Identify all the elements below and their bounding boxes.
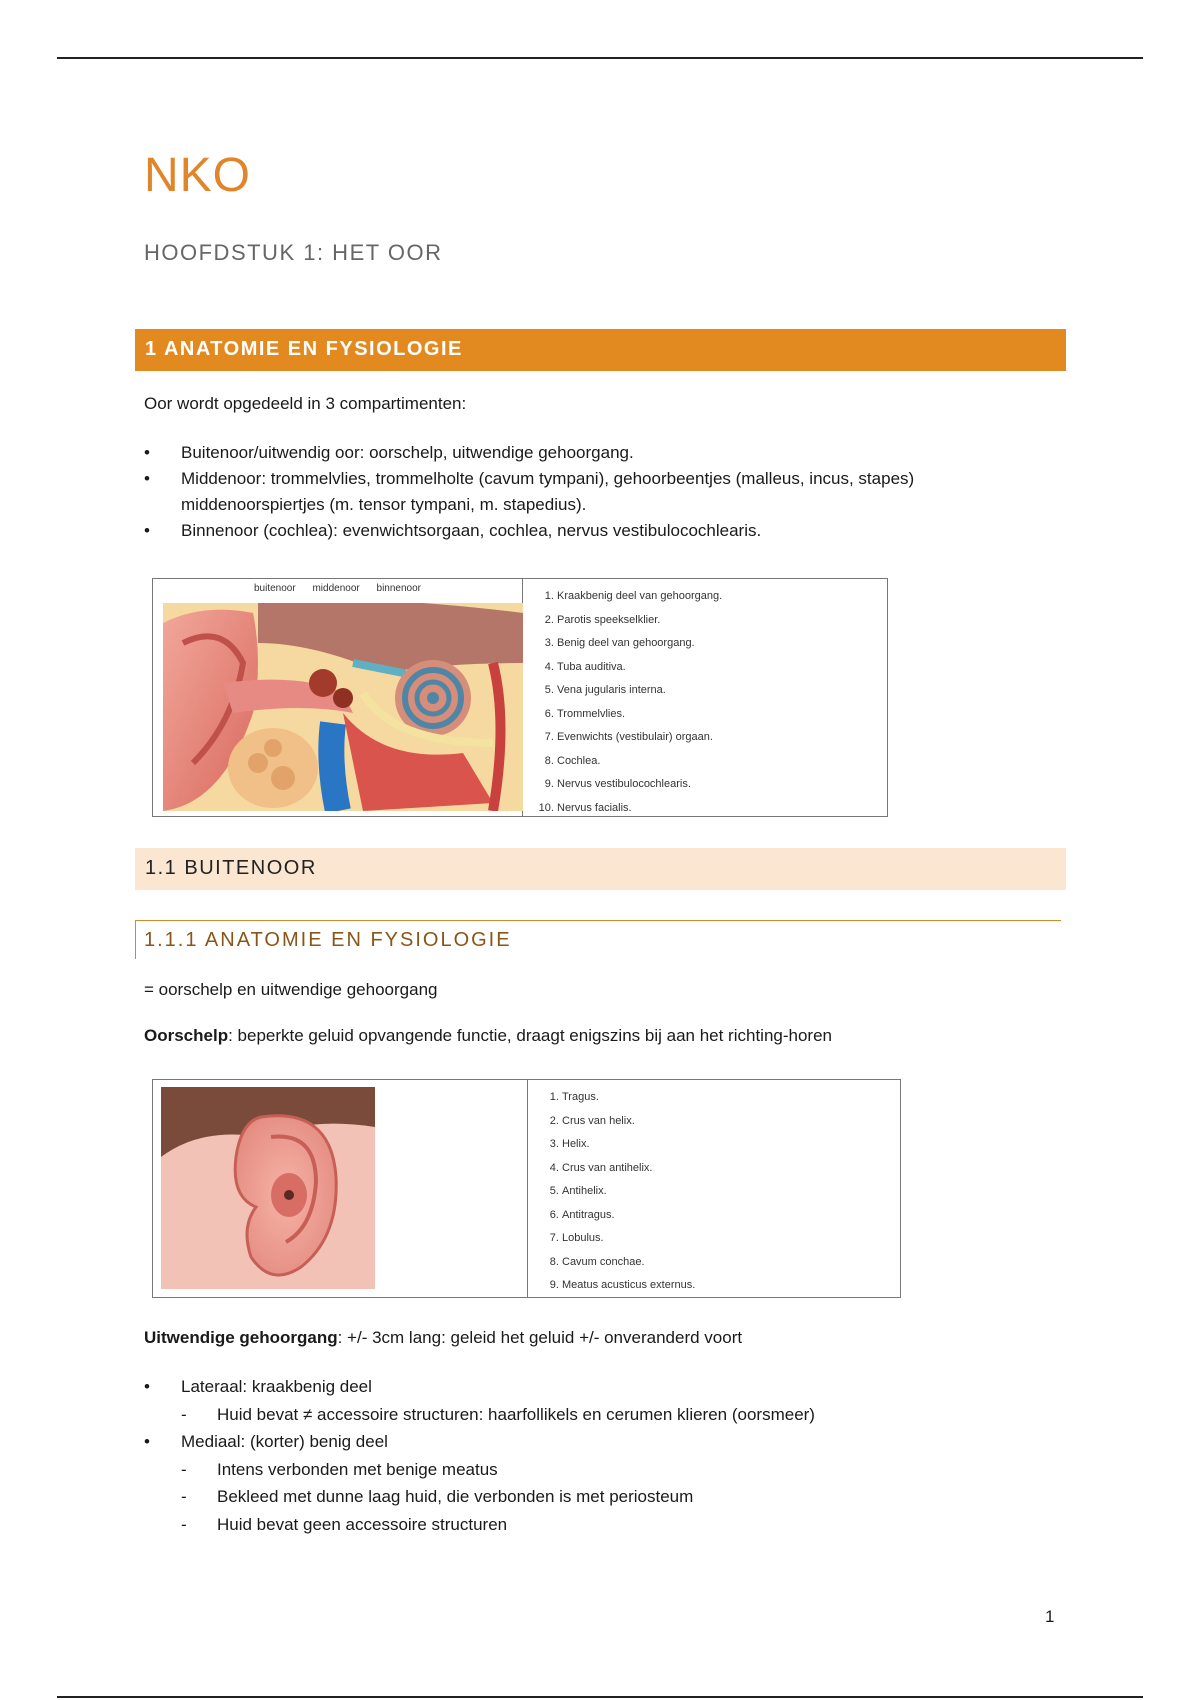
section-heading-1-text: 1 ANATOMIE EN FYSIOLOGIE bbox=[145, 338, 463, 360]
legend-item: 6. Trommelvlies. bbox=[557, 703, 883, 727]
ear-anatomy-image bbox=[153, 579, 523, 816]
sub-list-item: - Intens verbonden met benige meatus bbox=[144, 1456, 1094, 1484]
ear-cross-section-illustration bbox=[163, 603, 523, 811]
page-number: 1 bbox=[1045, 1607, 1055, 1626]
oorschelp-term: Oorschelp bbox=[144, 1026, 229, 1045]
section-heading-1 bbox=[135, 329, 1066, 371]
legend-item: 3. Benig deel van gehoorgang. bbox=[557, 632, 883, 656]
gehoorgang-list bbox=[144, 1373, 1094, 1538]
legend-item: 1. Kraakbenig deel van gehoorgang. bbox=[557, 585, 883, 609]
list-item: • Middenoor: trommelvlies, trommelholte (cavum tympani), gehoorbeentjes (malleus, incus, stapes) middenoorspiertjes (m. tensor tympani, m. stapedius). bbox=[144, 466, 1044, 518]
legend-item: 8. Cavum conchae. bbox=[562, 1251, 898, 1275]
gehoorgang-term: Uitwendige gehoorgang bbox=[144, 1328, 338, 1347]
gehoorgang-text: : +/- 3cm lang: geleid het geluid +/- onveranderd voort bbox=[337, 1328, 743, 1347]
legend-item: 8. Cochlea. bbox=[557, 750, 883, 774]
legend-item: 5. Antihelix. bbox=[562, 1180, 898, 1204]
definition-paragraph: = oorschelp en uitwendige gehoorgang bbox=[144, 980, 438, 999]
legend-item: 10. Nervus facialis. bbox=[557, 797, 883, 821]
legend-item: 6. Antitragus. bbox=[562, 1204, 898, 1228]
oorschelp-paragraph bbox=[144, 1026, 832, 1046]
ear-anatomy-figure bbox=[152, 578, 888, 817]
legend-item: 5. Vena jugularis interna. bbox=[557, 679, 883, 703]
section-heading-1-1-text: 1.1 BUITENOOR bbox=[145, 857, 317, 879]
list-item: • Binnenoor (cochlea): evenwichtsorgaan, cochlea, nervus vestibulocochlearis. bbox=[144, 518, 1044, 544]
figure-label-middenoor: middenoor bbox=[312, 583, 360, 594]
figure-label-binnenoor: binnenoor bbox=[376, 583, 421, 594]
footer-rule bbox=[57, 1696, 1143, 1698]
legend-item: 4. Tuba auditiva. bbox=[557, 656, 883, 680]
outer-ear-legend bbox=[528, 1080, 898, 1297]
legend-item: 2. Parotis speekselklier. bbox=[557, 609, 883, 633]
outer-ear-illustration bbox=[161, 1087, 375, 1289]
section-heading-1-1 bbox=[135, 848, 1066, 890]
list-item: • Buitenoor/uitwendig oor: oorschelp, uitwendige gehoorgang. bbox=[144, 440, 1044, 466]
compartments-list bbox=[144, 440, 1044, 544]
sub-list-item: - Huid bevat ≠ accessoire structuren: haarfollikels en cerumen klieren (oorsmeer) bbox=[144, 1401, 1094, 1429]
document-title: NKO bbox=[144, 149, 252, 202]
sub-list-item: - Huid bevat geen accessoire structuren bbox=[144, 1511, 1094, 1539]
outer-ear-image bbox=[153, 1080, 528, 1297]
figure-label-buitenoor: buitenoor bbox=[253, 583, 296, 594]
legend-item: 9. Nervus vestibulocochlearis. bbox=[557, 773, 883, 797]
chapter-subtitle: HOOFDSTUK 1: HET OOR bbox=[144, 240, 443, 265]
legend-item: 3. Helix. bbox=[562, 1133, 898, 1157]
legend-item: 1. Tragus. bbox=[562, 1086, 898, 1110]
outer-ear-figure bbox=[152, 1079, 901, 1298]
oorschelp-text: : beperkte geluid opvangende functie, draagt enigszins bij aan het richting-horen bbox=[228, 1026, 833, 1045]
subsection-heading-1-1-1 bbox=[135, 920, 1061, 959]
gehoorgang-paragraph bbox=[144, 1328, 742, 1348]
legend-item: 2. Crus van helix. bbox=[562, 1110, 898, 1134]
header-rule bbox=[57, 57, 1143, 59]
legend-item: 4. Crus van antihelix. bbox=[562, 1157, 898, 1181]
sub-list-item: - Bekleed met dunne laag huid, die verbonden is met periosteum bbox=[144, 1483, 1094, 1511]
legend-item: 7. Evenwichts (vestibulair) orgaan. bbox=[557, 726, 883, 750]
subsection-heading-text: 1.1.1 ANATOMIE EN FYSIOLOGIE bbox=[144, 929, 512, 951]
intro-paragraph: Oor wordt opgedeeld in 3 compartimenten: bbox=[144, 394, 467, 413]
ear-anatomy-legend bbox=[523, 579, 883, 816]
legend-item: 7. Lobulus. bbox=[562, 1227, 898, 1251]
list-item: • Mediaal: (korter) benig deel bbox=[144, 1428, 1094, 1456]
list-item: • Lateraal: kraakbenig deel bbox=[144, 1373, 1094, 1401]
legend-item: 9. Meatus acusticus externus. bbox=[562, 1274, 898, 1298]
